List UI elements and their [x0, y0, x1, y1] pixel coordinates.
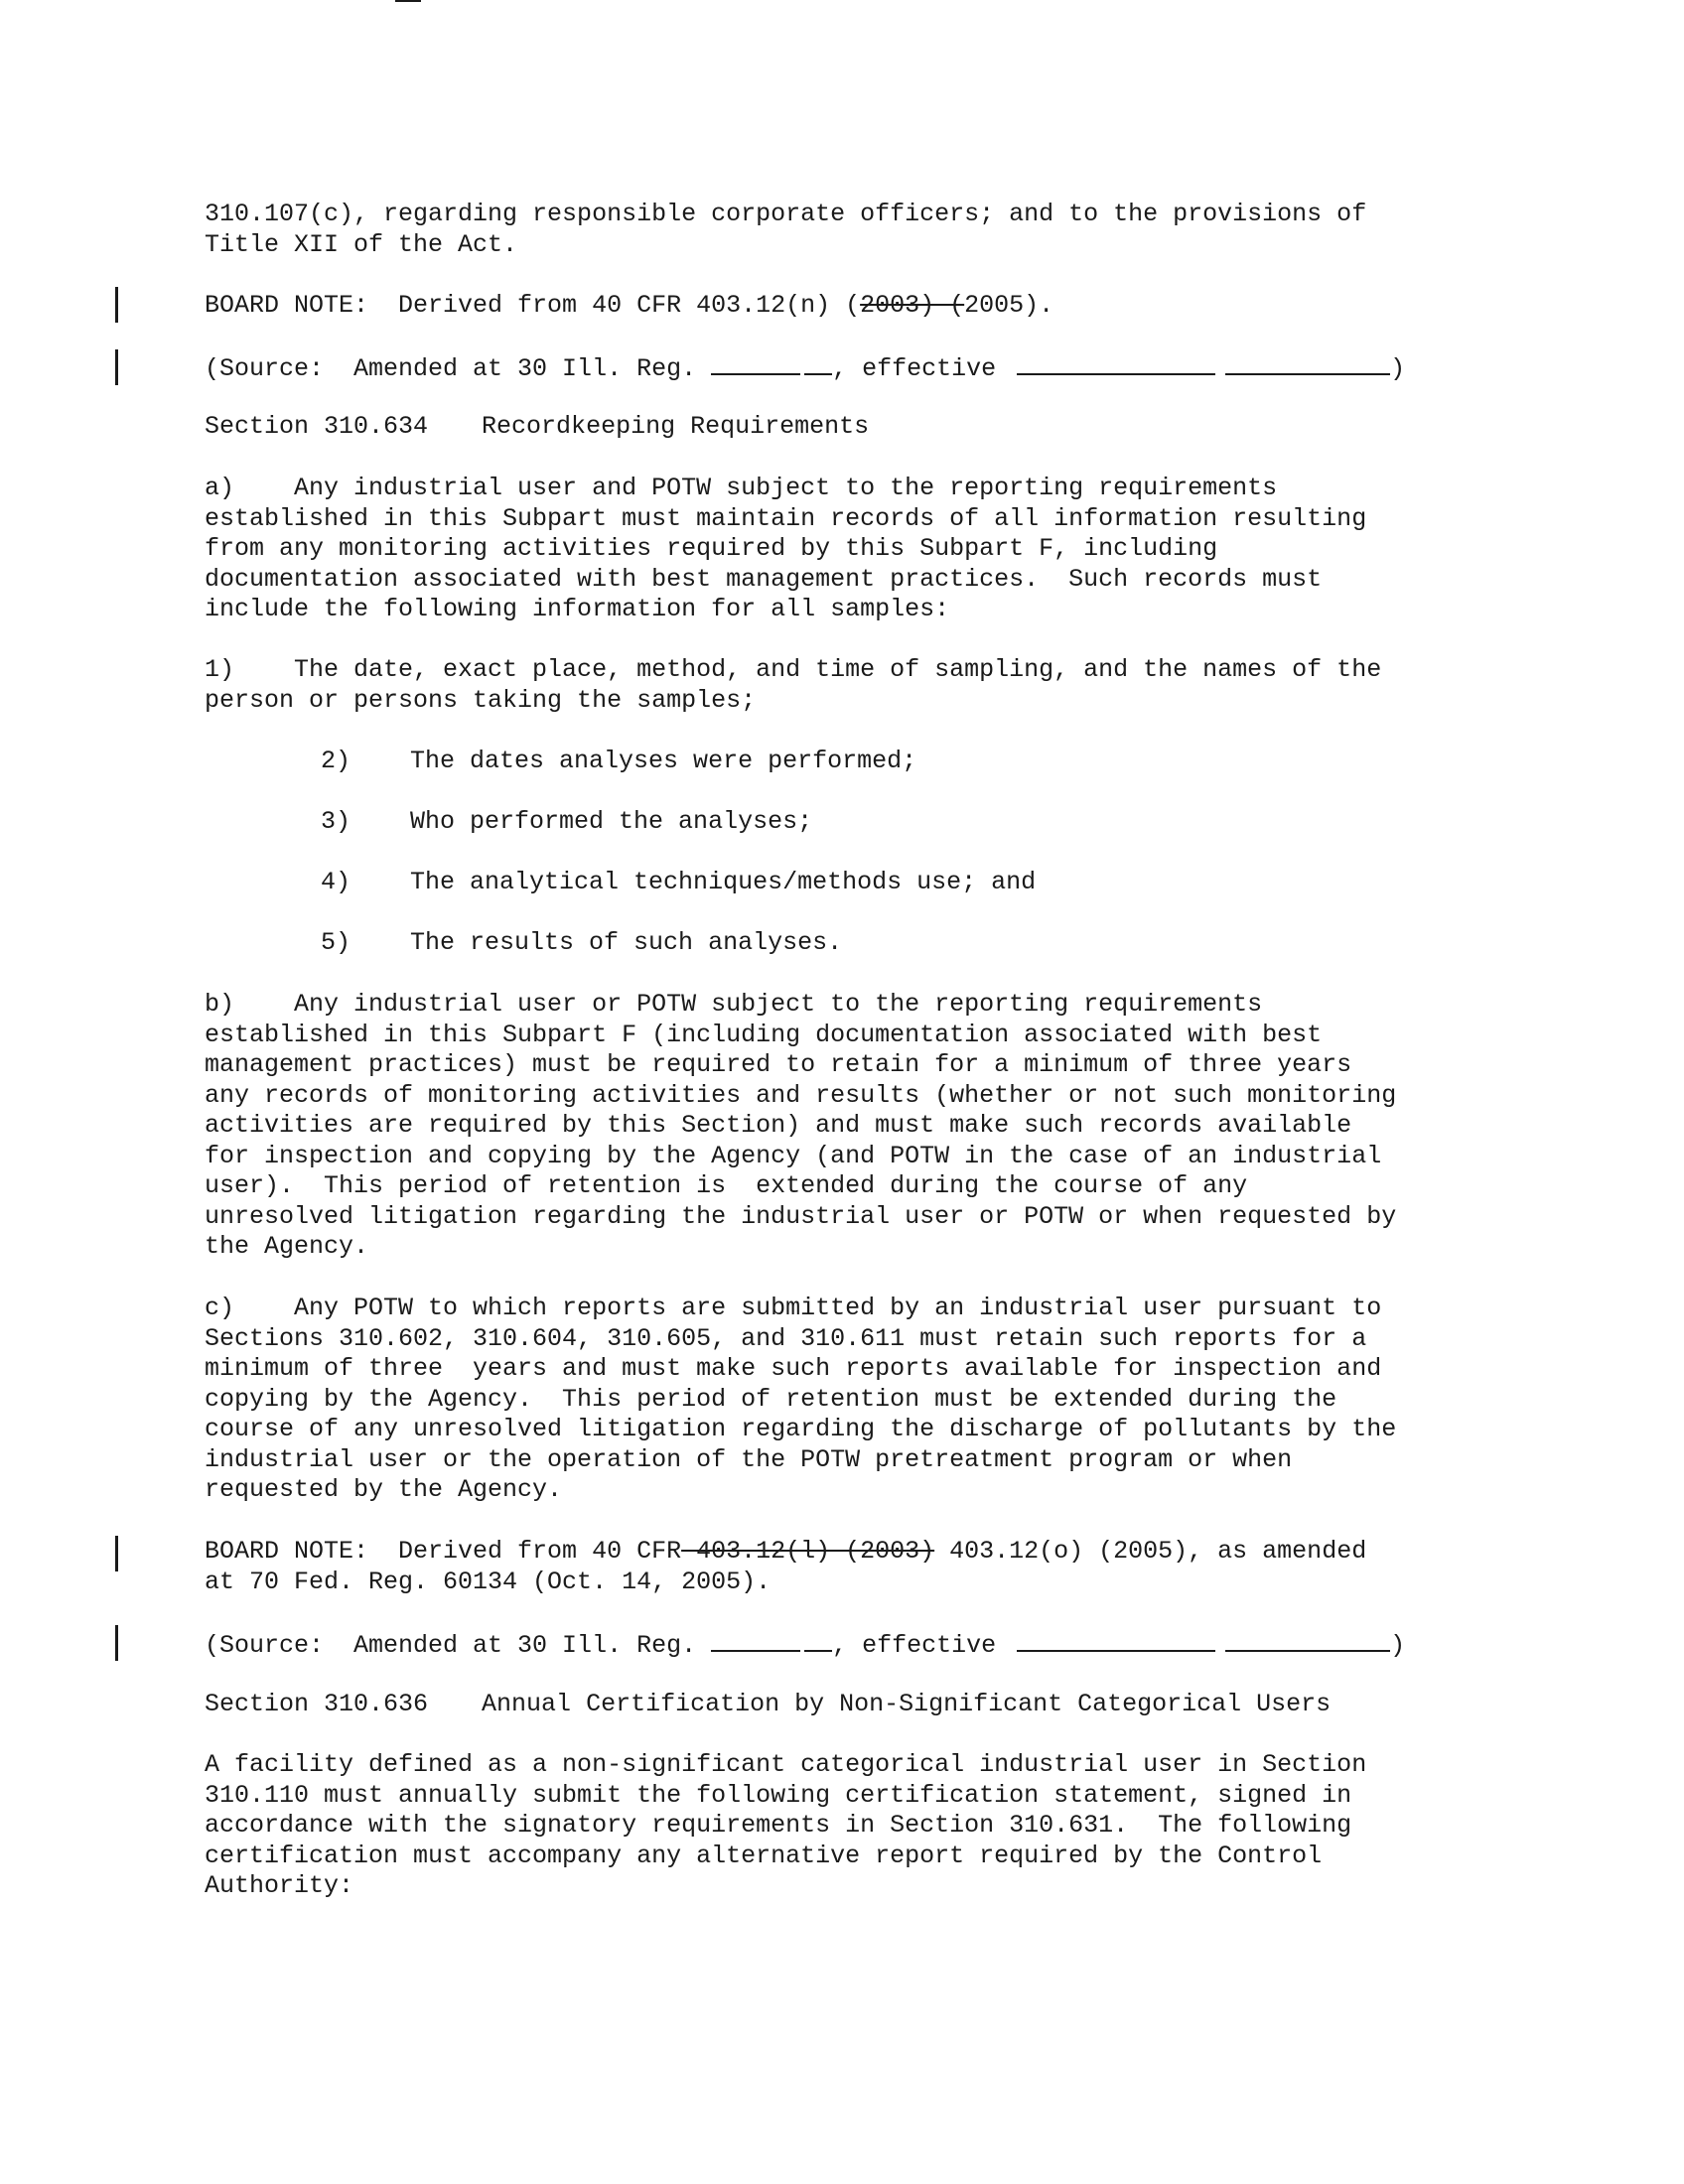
top-edge-mark	[395, 0, 421, 2]
item-2: 2) The dates analyses were performed;	[321, 747, 917, 775]
section-heading-310-636	[205, 1690, 1535, 1720]
source-note-1-prefix: (Source: Amended at 30 Ill. Reg.	[205, 354, 712, 383]
subsection-b: b) Any industrial user or POTW subject to the reporting requirements established in this Subpart F (including documentation associated with best management practices) must be required to retain for a minimum of three years any records of monitoring activities and results (whether or not such monitoring activities are required by this Section) and must make such records available for inspection and copying by the Agency (and POTW in the case of an industrial user). This period of retention is extended during the course of any unresolved litigation regarding the industrial user or POTW or when requested by the Agency.	[205, 990, 1397, 1261]
section-number: Section 310.634	[205, 412, 429, 441]
paragraph-continuation: 310.107(c), regarding responsible corporate officers; and to the provisions of Title XII of the Act.	[205, 200, 1367, 259]
item-4: 4) The analytical techniques/methods use; and	[321, 868, 1037, 896]
board-note-2-suffix: 403.12(o) (2005), as amended	[934, 1537, 1367, 1566]
source-note-1-middle: , effective	[832, 354, 1012, 383]
subsection-a: a) Any industrial user and POTW subject to the reporting requirements established in this Subpart must maintain records of all information resulting from any monitoring activities required by this Subpart F, including documentation associated with best management practices. Such records must include the following information for all samples:	[205, 474, 1367, 623]
item-3: 3) Who performed the analyses;	[321, 807, 813, 836]
effective-date-blank	[1017, 1628, 1215, 1652]
effective-date-blank-struck	[1225, 351, 1390, 375]
item-1: 1) The date, exact place, method, and time of sampling, and the names of the person or persons taking the samples;	[205, 655, 1382, 715]
section-title: Recordkeeping Requirements	[482, 412, 870, 441]
revision-bar	[115, 1625, 118, 1661]
source-note-1-suffix: )	[1390, 354, 1406, 383]
item-5: 5) The results of such analyses.	[321, 928, 843, 957]
source-note-2	[205, 1628, 1535, 1662]
section-heading-310-634	[205, 412, 1535, 443]
revision-bar	[115, 1536, 118, 1571]
section-title: Annual Certification by Non-Significant Categorical Users	[482, 1690, 1332, 1718]
source-note-1	[205, 351, 1535, 385]
board-note-2-deleted: 403.12(l) (2003)	[681, 1537, 935, 1566]
revision-bar	[115, 349, 118, 385]
source-note-2-middle: , effective	[832, 1631, 1012, 1660]
board-note-1	[205, 291, 1535, 322]
subsection-c: c) Any POTW to which reports are submitted by an industrial user pursuant to Sections 310.602, 310.604, 310.605, and 310.611 must retain such reports for a minimum of three years and must make such reports available for inspection and copying by the Agency. This period of retention must be extended during the course of any unresolved litigation regarding the discharge of pollutants by the industrial user or the operation of the POTW pretreatment program or when requested by the Agency.	[205, 1294, 1397, 1504]
paragraph-certification: A facility defined as a non-significant categorical industrial user in Section 310.110 must annually submit the following certification statement, signed in accordance with the signatory requirements in Section 310.631. The following certification must accompany any alternative report required by the Control Authority:	[205, 1750, 1367, 1900]
board-note-1-prefix: BOARD NOTE: Derived from 40 CFR 403.12(n) (	[205, 291, 861, 320]
register-page-blank-struck	[804, 351, 832, 375]
section-number: Section 310.636	[205, 1690, 429, 1718]
source-note-2-suffix: )	[1390, 1631, 1406, 1660]
board-note-1-suffix: 2005).	[964, 291, 1054, 320]
board-note-2	[205, 1537, 1535, 1597]
board-note-1-deleted: 2003) (	[860, 291, 965, 320]
register-page-blank	[711, 351, 800, 375]
register-page-blank-struck	[804, 1628, 832, 1652]
effective-date-blank-struck	[1225, 1628, 1390, 1652]
register-page-blank	[711, 1628, 800, 1652]
board-note-2-line2: at 70 Fed. Reg. 60134 (Oct. 14, 2005).	[205, 1567, 772, 1596]
effective-date-blank	[1017, 351, 1215, 375]
board-note-2-prefix: BOARD NOTE: Derived from 40 CFR	[205, 1537, 682, 1566]
revision-bar	[115, 287, 118, 323]
source-note-2-prefix: (Source: Amended at 30 Ill. Reg.	[205, 1631, 712, 1660]
